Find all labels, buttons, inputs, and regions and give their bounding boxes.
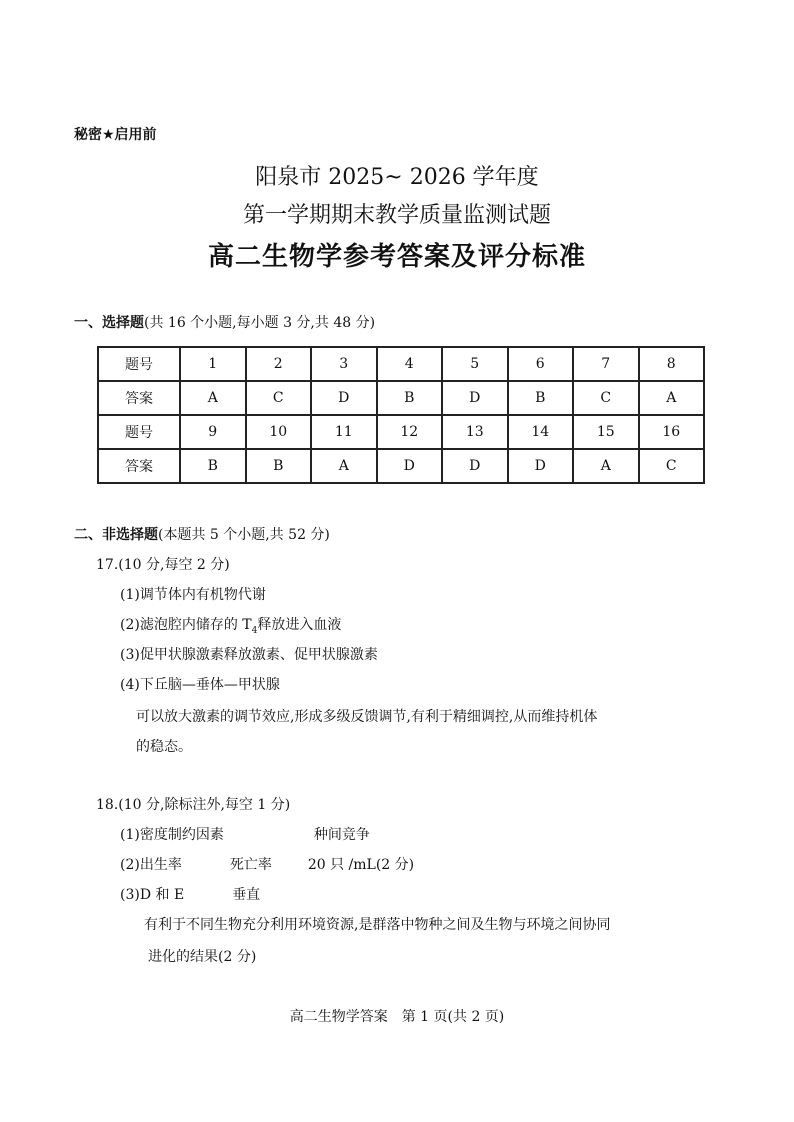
table-cell: A bbox=[573, 449, 639, 483]
table-cell: A bbox=[180, 381, 246, 415]
q17-answer-2-sub: 4 bbox=[251, 625, 258, 636]
table-cell: 14 bbox=[508, 415, 574, 449]
table-cell: 7 bbox=[573, 347, 639, 381]
q17-answer-4-explanation-end: 的稳态。 bbox=[136, 739, 192, 755]
table-row bbox=[98, 449, 704, 483]
table-cell: D bbox=[311, 381, 377, 415]
table-cell: 13 bbox=[442, 415, 508, 449]
section-1-heading bbox=[74, 312, 375, 332]
table-cell: 15 bbox=[573, 415, 639, 449]
q18-answer-1b: 种间竞争 bbox=[313, 827, 370, 843]
q18-heading: 18.(10 分,除标注外,每空 1 分) bbox=[96, 797, 291, 813]
answer-table bbox=[97, 346, 705, 484]
table-cell: 8 bbox=[639, 347, 705, 381]
title-line-2: 第一学期期末教学质量监测试题 bbox=[242, 203, 551, 228]
q18-answer-3 bbox=[120, 884, 260, 904]
table-cell: D bbox=[508, 449, 574, 483]
q18-answer-1 bbox=[120, 824, 370, 844]
table-cell: 5 bbox=[442, 347, 508, 381]
section-1-note: (共 16 个小题,每小题 3 分,共 48 分) bbox=[144, 315, 376, 331]
q17-answer-3: (3)促甲状腺激素释放激素、促甲状腺激素 bbox=[120, 647, 378, 663]
section-2-label: 二、非选择题 bbox=[74, 527, 158, 543]
q17-answer-2 bbox=[120, 614, 341, 636]
table-cell: D bbox=[442, 381, 508, 415]
confidential-label: 秘密★启用前 bbox=[74, 127, 157, 143]
table-cell: 3 bbox=[311, 347, 377, 381]
table-cell: 1 bbox=[180, 347, 246, 381]
table-cell: 4 bbox=[377, 347, 443, 381]
table-cell-header: 答案 bbox=[98, 381, 180, 415]
q17-answer-2-pre: (2)滤泡腔内储存的 T bbox=[120, 617, 252, 633]
table-row bbox=[98, 381, 704, 415]
table-cell: 11 bbox=[311, 415, 377, 449]
q17-answer-4: (4)下丘脑—垂体—甲状腺 bbox=[120, 677, 280, 693]
table-cell: 6 bbox=[508, 347, 574, 381]
table-cell: A bbox=[311, 449, 377, 483]
table-cell: C bbox=[246, 381, 312, 415]
table-cell: D bbox=[442, 449, 508, 483]
section-2-note: (本题共 5 个小题,共 52 分) bbox=[158, 527, 330, 543]
table-cell: 16 bbox=[639, 415, 705, 449]
table-cell-header: 答案 bbox=[98, 449, 180, 483]
q18-answer-3a: (3)D 和 E bbox=[120, 887, 185, 903]
table-cell-header: 题号 bbox=[98, 347, 180, 381]
table-cell: B bbox=[377, 381, 443, 415]
table-cell: 2 bbox=[246, 347, 312, 381]
title-line-1: 阳泉市 2025~ 2026 学年度 bbox=[255, 165, 539, 190]
q17-heading: 17.(10 分,每空 2 分) bbox=[96, 557, 230, 573]
q17-answer-4-explanation: 可以放大激素的调节效应,形成多级反馈调节,有利于精细调控,从而维持机体 bbox=[136, 709, 598, 725]
q18-answer-3-explanation: 有利于不同生物充分利用环境资源,是群落中物种之间及生物与环境之间协同 bbox=[144, 917, 611, 933]
q18-answer-2c: 20 只 /mL(2 分) bbox=[307, 857, 415, 873]
table-cell: B bbox=[180, 449, 246, 483]
table-row bbox=[98, 415, 704, 449]
table-cell: 10 bbox=[246, 415, 312, 449]
table-cell: D bbox=[377, 449, 443, 483]
q18-answer-2a: (2)出生率 bbox=[120, 857, 182, 873]
table-cell: 12 bbox=[377, 415, 443, 449]
table-cell-header: 题号 bbox=[98, 415, 180, 449]
q18-answer-2 bbox=[120, 854, 414, 874]
table-row bbox=[98, 347, 704, 381]
section-1-label: 一、选择题 bbox=[74, 315, 144, 331]
q17-answer-2-post: 释放进入血液 bbox=[257, 617, 342, 633]
q18-answer-3-explanation-end: 进化的结果(2 分) bbox=[148, 949, 257, 965]
table-cell: A bbox=[639, 381, 705, 415]
table-cell: B bbox=[246, 449, 312, 483]
table-cell: C bbox=[639, 449, 705, 483]
q18-answer-3b: 垂直 bbox=[232, 887, 261, 903]
table-cell: B bbox=[508, 381, 574, 415]
q18-answer-1a: (1)密度制约因素 bbox=[120, 827, 224, 843]
q18-answer-2b: 死亡率 bbox=[229, 857, 272, 873]
page-title: 高二生物学参考答案及评分标准 bbox=[207, 242, 586, 272]
q17-answer-1: (1)调节体内有机物代谢 bbox=[120, 587, 266, 603]
table-cell: 9 bbox=[180, 415, 246, 449]
page-footer: 高二生物学答案 第 1 页(共 2 页) bbox=[289, 1009, 505, 1025]
section-2-heading bbox=[74, 524, 330, 544]
table-cell: C bbox=[573, 381, 639, 415]
